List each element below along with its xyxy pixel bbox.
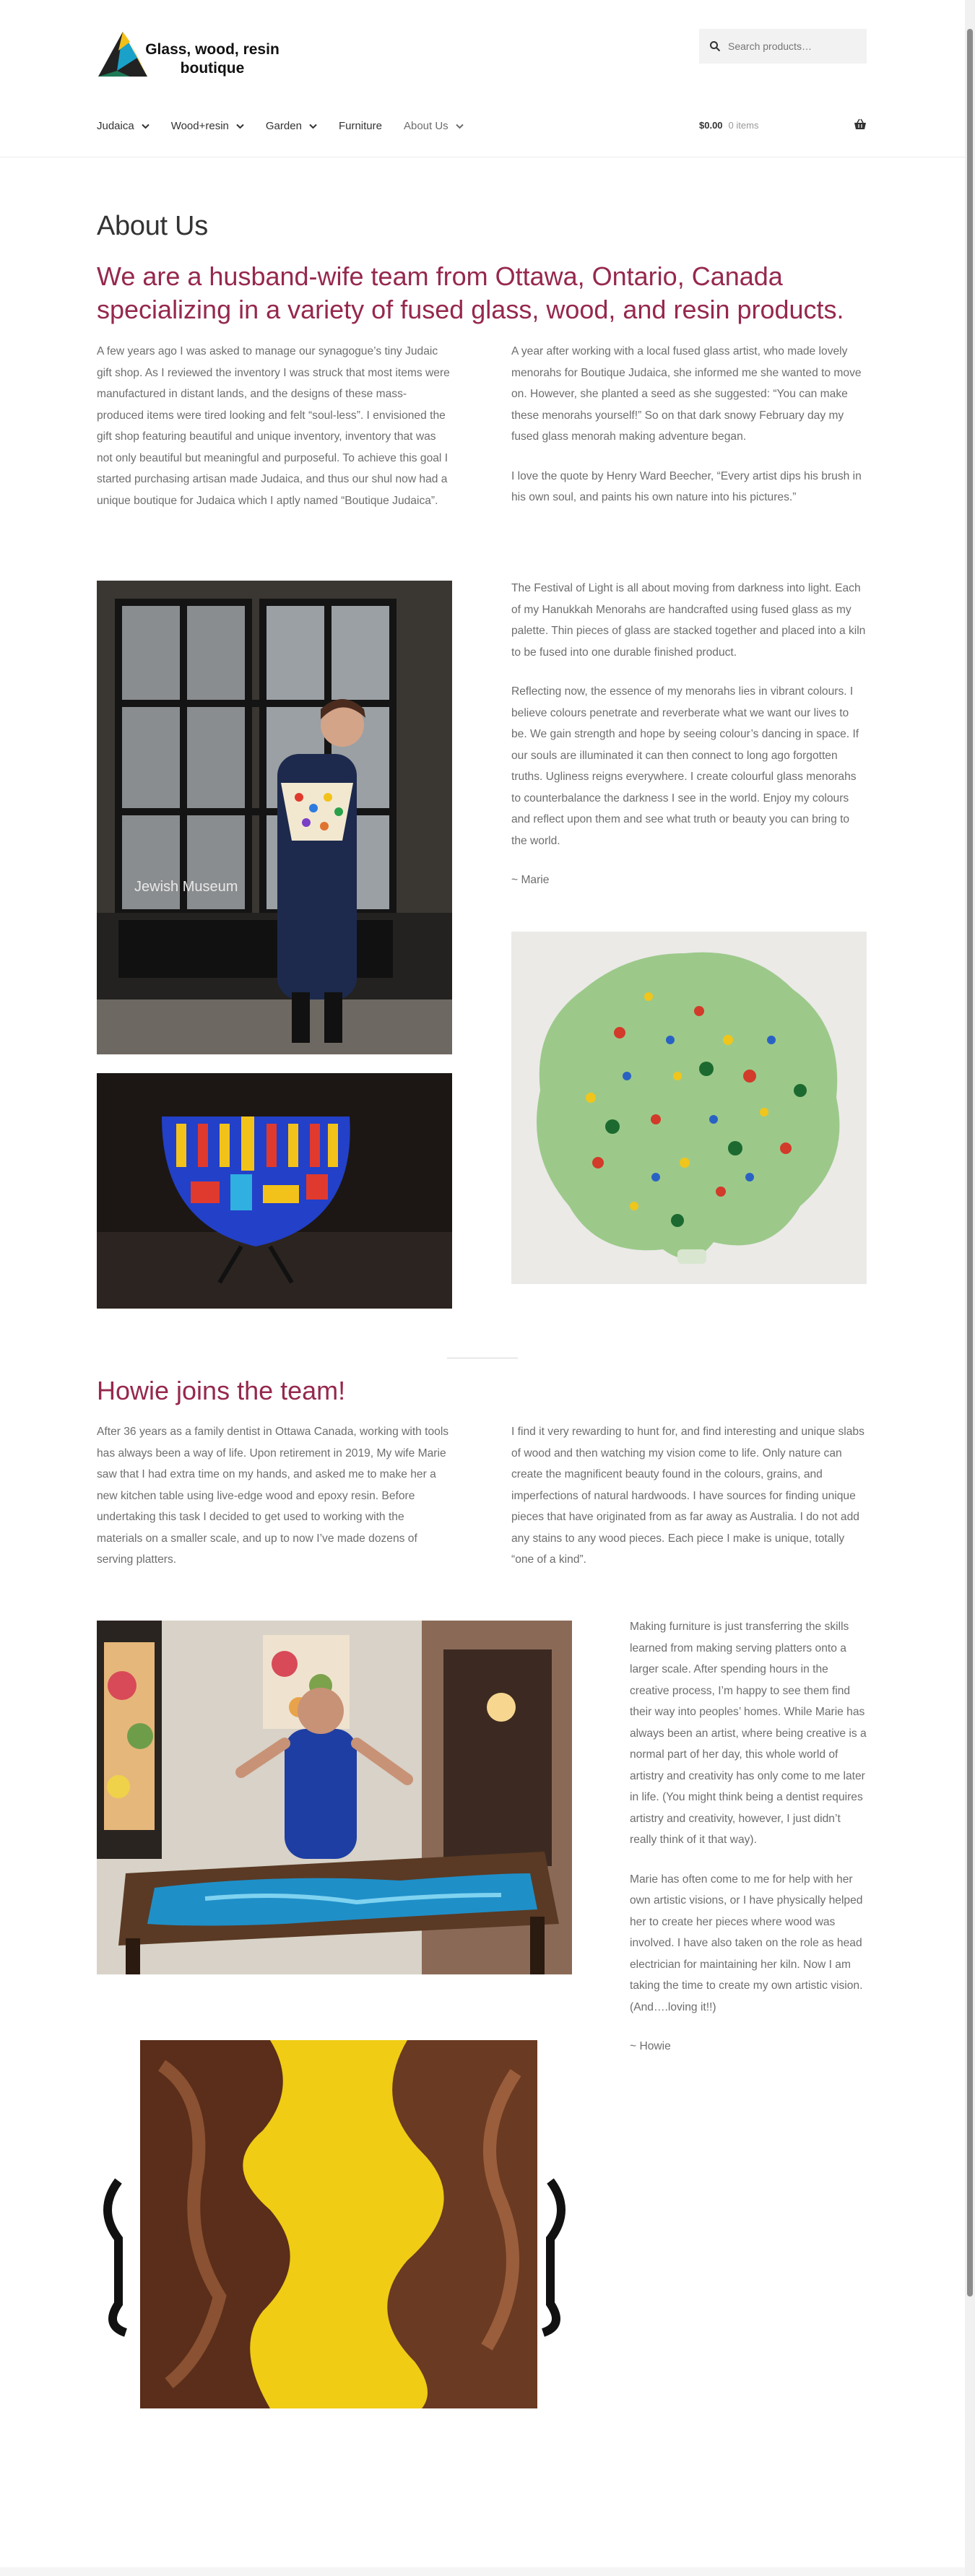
marie-intro-left <box>97 341 452 529</box>
footer-strip <box>0 2567 965 2576</box>
site-header <box>0 0 965 157</box>
signature-marie: ~ Marie <box>511 874 550 886</box>
chevron-down-icon <box>236 123 244 129</box>
signature-howie: ~ Howie <box>630 2040 671 2052</box>
paragraph: Making furniture is just transferring the skills learned from making serving platters onto a larger scale. After spending hours in the creative process, I’m happy to see them find their way into peoples’ homes. While Marie has always been an artist, where being creative is a normal part of her day, this whole world of artistry and creativity has only come to me later in life. (You might think being a dentist requires artistry and creativity, however, I just didn’t really think of it that way). <box>630 1621 867 1846</box>
nav-item-label: Garden <box>265 120 302 132</box>
page-title: About Us <box>97 211 208 241</box>
paragraph: I find it very rewarding to hunt for, and find interesting and unique slabs of wood and then watching my vision come to life. Only nature can create the magnificent beauty found in the colours, grains, and imperfections of natural hardwoods. I have sources for finding unique pieces that have originated from as far away as Australia. I do not add any stains to any wood pieces. Each piece I make is unique, totally “one of a kind”. <box>511 1426 864 1566</box>
nav-item-judaica[interactable] <box>97 120 150 132</box>
museum-sign: Jewish Museum <box>134 879 238 895</box>
howie-story <box>630 1616 867 2076</box>
nav-item-label: About Us <box>403 120 448 132</box>
paragraph: A year after working with a local fused glass artist, who made lovely menorahs for Boutique Judaica, she informed me she wanted to move on. However, she planted a seed as she suggested: “You can make these menorahs yourself!” So on that dark snowy February day my fused glass menorah making adventure began. <box>511 345 862 443</box>
marie-story <box>511 578 867 909</box>
search-box[interactable] <box>699 29 867 64</box>
paragraph: After 36 years as a family dentist in Ottawa Canada, working with tools has always been a way of life. Upon retirement in 2019, My wife Marie saw that I had extra time on my hands, and asked me to make her a new kitchen table using live-edge wood and epoxy resin. Before undertaking this task I decided to get used to working with the materials on a smaller scale, and up to now I’ve made dozens of serving platters. <box>97 1426 449 1566</box>
paragraph: The Festival of Light is all about moving from darkness into light. Each of my Hanukkah Menorahs are handcrafted using fused glass as my palette. Thin pieces of glass are stacked together and placed into a kiln to be fused into one durable finished product. <box>511 582 866 659</box>
nav-item-wood-resin[interactable] <box>171 120 244 132</box>
cart-item-count: 0 items <box>728 120 759 131</box>
nav-item-about-us[interactable] <box>404 120 464 132</box>
nav-item-garden[interactable] <box>266 120 317 132</box>
page-lead: We are a husband-wife team from Ottawa, Ontario, Canada specializing in a variety of fused glass, wood, and resin products. <box>97 261 844 324</box>
header-cart[interactable] <box>699 120 867 131</box>
chevron-down-icon <box>456 123 464 129</box>
chevron-down-icon <box>309 123 317 129</box>
marie-intro-right <box>511 341 867 526</box>
fused-glass-plate-photo <box>511 932 867 1284</box>
howie-intro-left <box>97 1421 452 1589</box>
paragraph: I love the quote by Henry Ward Beecher, “Every artist dips his brush in his own soul, and paints his own nature into his pictures.” <box>511 469 862 503</box>
nav-item-label: Judaica <box>97 120 134 132</box>
blue-menorah-photo <box>97 1073 452 1309</box>
nav-item-furniture[interactable] <box>339 120 382 132</box>
site-logo[interactable] <box>97 27 280 79</box>
wood-resin-platter-photo <box>97 2022 572 2427</box>
cart-amount: $0.00 <box>699 120 723 131</box>
basket-icon <box>854 118 867 130</box>
paragraph: Reflecting now, the essence of my menorahs lies in vibrant colours. I believe colours penetrate and reverberate what we want our lives to be. We gain strength and hope by seeing colour’s dancing in space. If our souls are illuminated it can then connect to long ago forgotten truths. Ugliness reigns everywhere. I create colourful glass menorahs to counterbalance the darkness I see in the world. Enjoy my colours and reflect upon them and see what truth or beauty you can bring to the world. <box>511 685 859 847</box>
howie-section-title: Howie joins the team! <box>97 1376 346 1405</box>
nav-item-label: Wood+resin <box>170 120 229 132</box>
chevron-down-icon <box>142 123 150 129</box>
scrollbar-thumb[interactable] <box>967 29 973 2297</box>
paragraph: Marie has often come to me for help with her own artistic visions, or I have physically helped her to create her pieces where wood was involved. I have also taken on the role as head electrician for maintaining her kiln. Now I am taking the time to create my own artistic vision. (And….loving it!!) <box>630 1873 863 2013</box>
search-icon <box>709 40 721 52</box>
logo-text: Glass, wood, resin boutique <box>145 41 280 77</box>
marie-museum-photo <box>97 581 452 1054</box>
howie-table-photo <box>97 1621 572 1974</box>
paragraph: A few years ago I was asked to manage our synagogue’s tiny Judaic gift shop. As I reviewed the inventory I was struck that most items were manufactured in distant lands, and the designs of these mass-produced items were tired looking and felt “soul-less”. I envisioned the gift shop featuring beautiful and unique inventory, inventory that was not only beautiful but meaningful and purposeful. To achieve this goal I started purchasing artisan made Judaica, and thus our shul now had a unique boutique for Judaica which I aptly named “Boutique Judaica”. <box>97 345 450 507</box>
howie-intro-right <box>511 1421 867 1589</box>
nav-item-label: Furniture <box>338 120 382 132</box>
primary-nav <box>97 120 485 132</box>
search-input[interactable] <box>728 40 865 52</box>
